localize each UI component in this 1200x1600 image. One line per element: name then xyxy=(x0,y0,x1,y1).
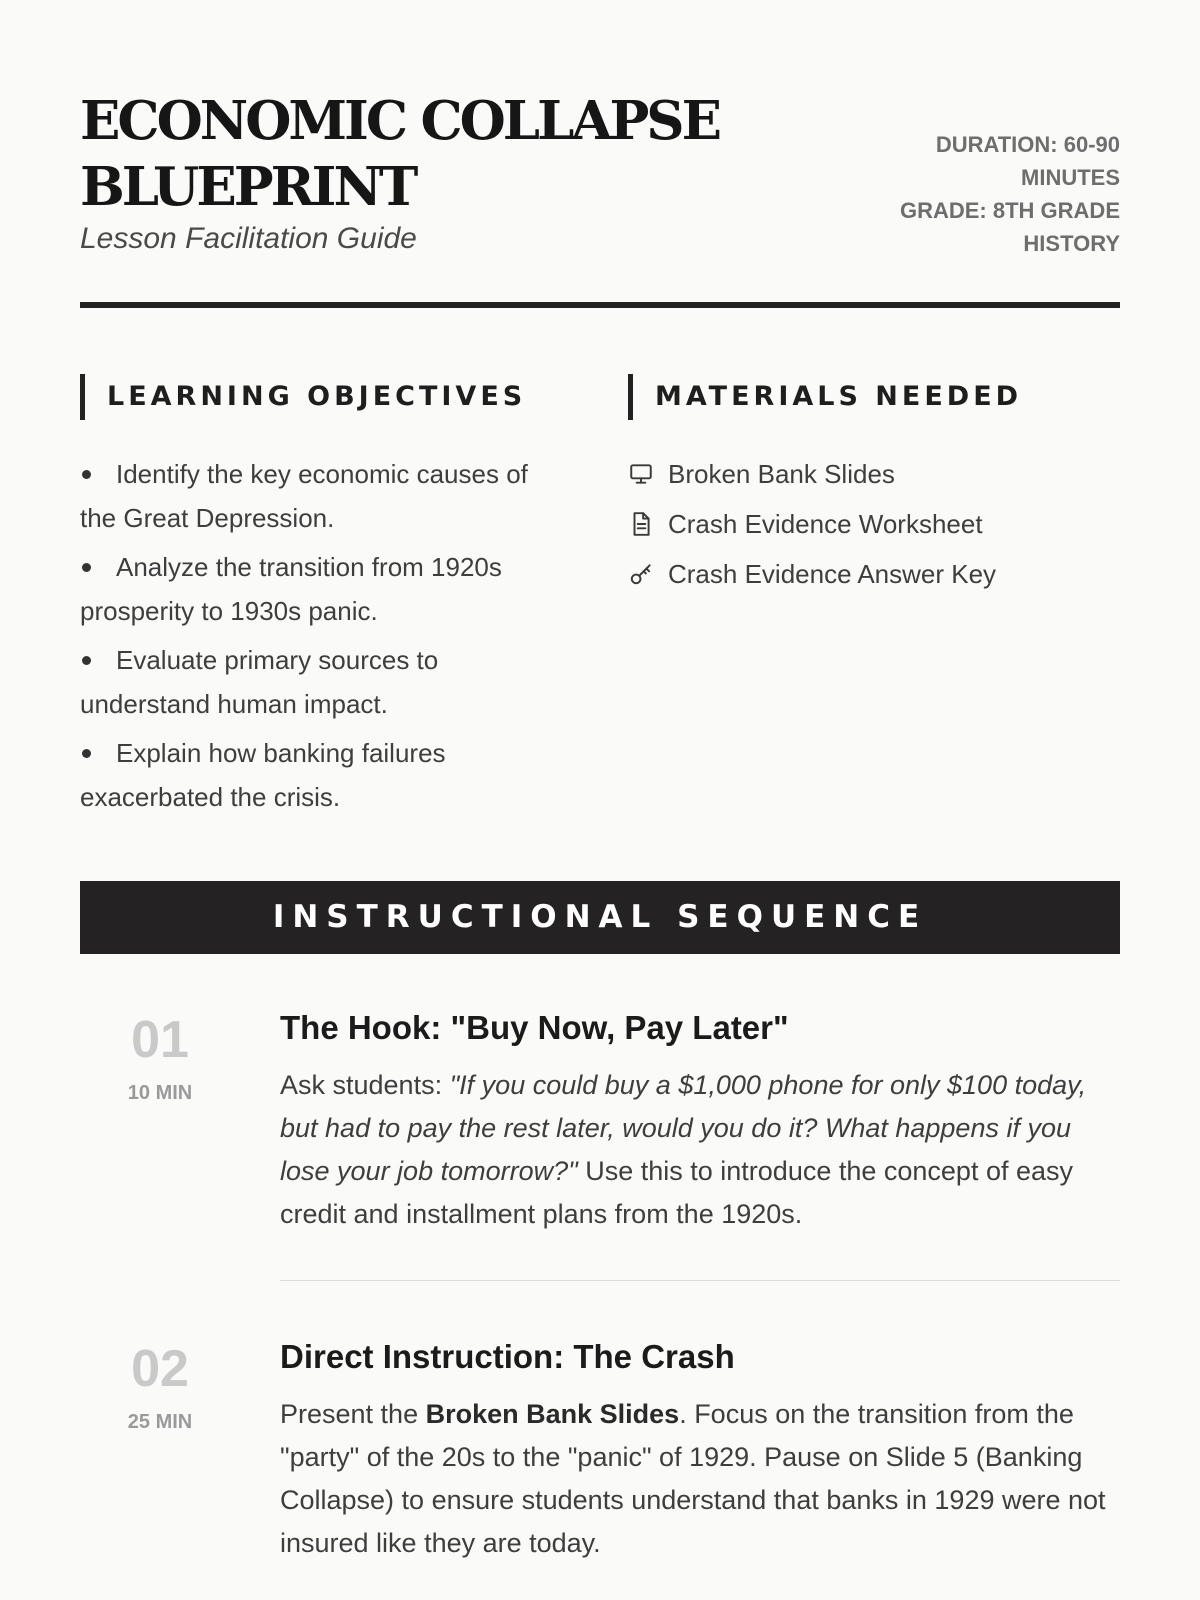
materials-list xyxy=(628,454,1120,594)
step-number: 02 xyxy=(131,1340,189,1398)
objective-text-cont: prosperity to 1930s panic. xyxy=(80,596,378,626)
lesson-meta xyxy=(860,128,1120,260)
step-description xyxy=(280,1393,1120,1565)
document-icon xyxy=(628,511,654,537)
objective-text: Evaluate primary sources to xyxy=(116,645,439,675)
step-text-suffix: . Focus on the transition from the "party" of the 20s to the "panic" of 1929. Pause on Slide 5 (Banking Collapse) to ensure students understand that banks in 1929 were not insured like they are today. xyxy=(280,1399,1106,1558)
objectives-section xyxy=(80,374,580,824)
step-body xyxy=(280,1335,1120,1565)
material-item-worksheet[interactable] xyxy=(628,504,1120,544)
step-text-prefix: Ask students: xyxy=(280,1070,450,1100)
objective-text: Explain how banking failures xyxy=(116,738,446,768)
bullet-icon xyxy=(82,656,91,665)
list-item xyxy=(80,452,580,540)
grade-line-2: HISTORY xyxy=(1023,231,1120,256)
title-line-1: ECONOMIC COLLAPSE xyxy=(80,90,719,152)
material-item-answer-key[interactable] xyxy=(628,554,1120,594)
materials-section xyxy=(628,374,1120,604)
grade-line-1: GRADE: 8TH GRADE xyxy=(899,198,1120,223)
step-description xyxy=(280,1064,1120,1236)
step-duration: 25 MIN xyxy=(127,1411,193,1433)
step-text-bold: Broken Bank Slides xyxy=(425,1399,680,1429)
objectives-list xyxy=(80,452,580,819)
objective-text-cont: understand human impact. xyxy=(80,689,388,719)
header-divider xyxy=(80,302,1120,308)
sequence-banner: INSTRUCTIONAL SEQUENCE xyxy=(80,881,1120,954)
list-item xyxy=(80,731,580,819)
objective-text-cont: exacerbated the crisis. xyxy=(80,782,341,812)
duration-line-2: MINUTES xyxy=(1021,165,1120,190)
lesson-page xyxy=(80,0,1120,1600)
page-header xyxy=(80,88,1120,302)
bullet-icon xyxy=(82,563,91,572)
material-label: Broken Bank Slides xyxy=(668,459,895,489)
key-icon xyxy=(628,561,654,587)
duration-line-1: DURATION: 60-90 xyxy=(935,132,1120,157)
material-label: Crash Evidence Worksheet xyxy=(668,509,983,539)
step-text-suffix: Use this to introduce the concept of easy credit and installment plans from the 1920s. xyxy=(280,1156,1073,1229)
page-title xyxy=(80,88,780,220)
materials-heading: MATERIALS NEEDED xyxy=(628,374,1120,420)
monitor-icon xyxy=(628,461,654,487)
list-item xyxy=(80,638,580,726)
step-body xyxy=(280,1006,1120,1236)
step-title: Direct Instruction: The Crash xyxy=(280,1338,735,1375)
objective-text: Identify the key economic causes of xyxy=(116,459,528,489)
step-number: 01 xyxy=(131,1011,189,1069)
step-title: The Hook: "Buy Now, Pay Later" xyxy=(280,1009,789,1046)
objectives-heading: LEARNING OBJECTIVES xyxy=(80,374,580,420)
bullet-icon xyxy=(82,749,91,758)
material-label: Crash Evidence Answer Key xyxy=(668,559,997,589)
step-text-prefix: Present the xyxy=(280,1399,426,1429)
page-subtitle: Lesson Facilitation Guide xyxy=(80,222,417,255)
material-item-slides[interactable] xyxy=(628,454,1120,494)
bullet-icon xyxy=(82,470,91,479)
title-line-2: BLUEPRINT xyxy=(80,156,416,218)
step-text-quote: "If you could buy a $1,000 phone for only $100 today, but had to pay the rest later, would you do it? What happens if you lose your job tomorrow?" xyxy=(280,1070,1087,1186)
step-divider xyxy=(280,1280,1120,1281)
step-duration: 10 MIN xyxy=(127,1082,193,1104)
list-item xyxy=(80,545,580,633)
objective-text: Analyze the transition from 1920s xyxy=(116,552,502,582)
objective-text-cont: the Great Depression. xyxy=(80,503,335,533)
